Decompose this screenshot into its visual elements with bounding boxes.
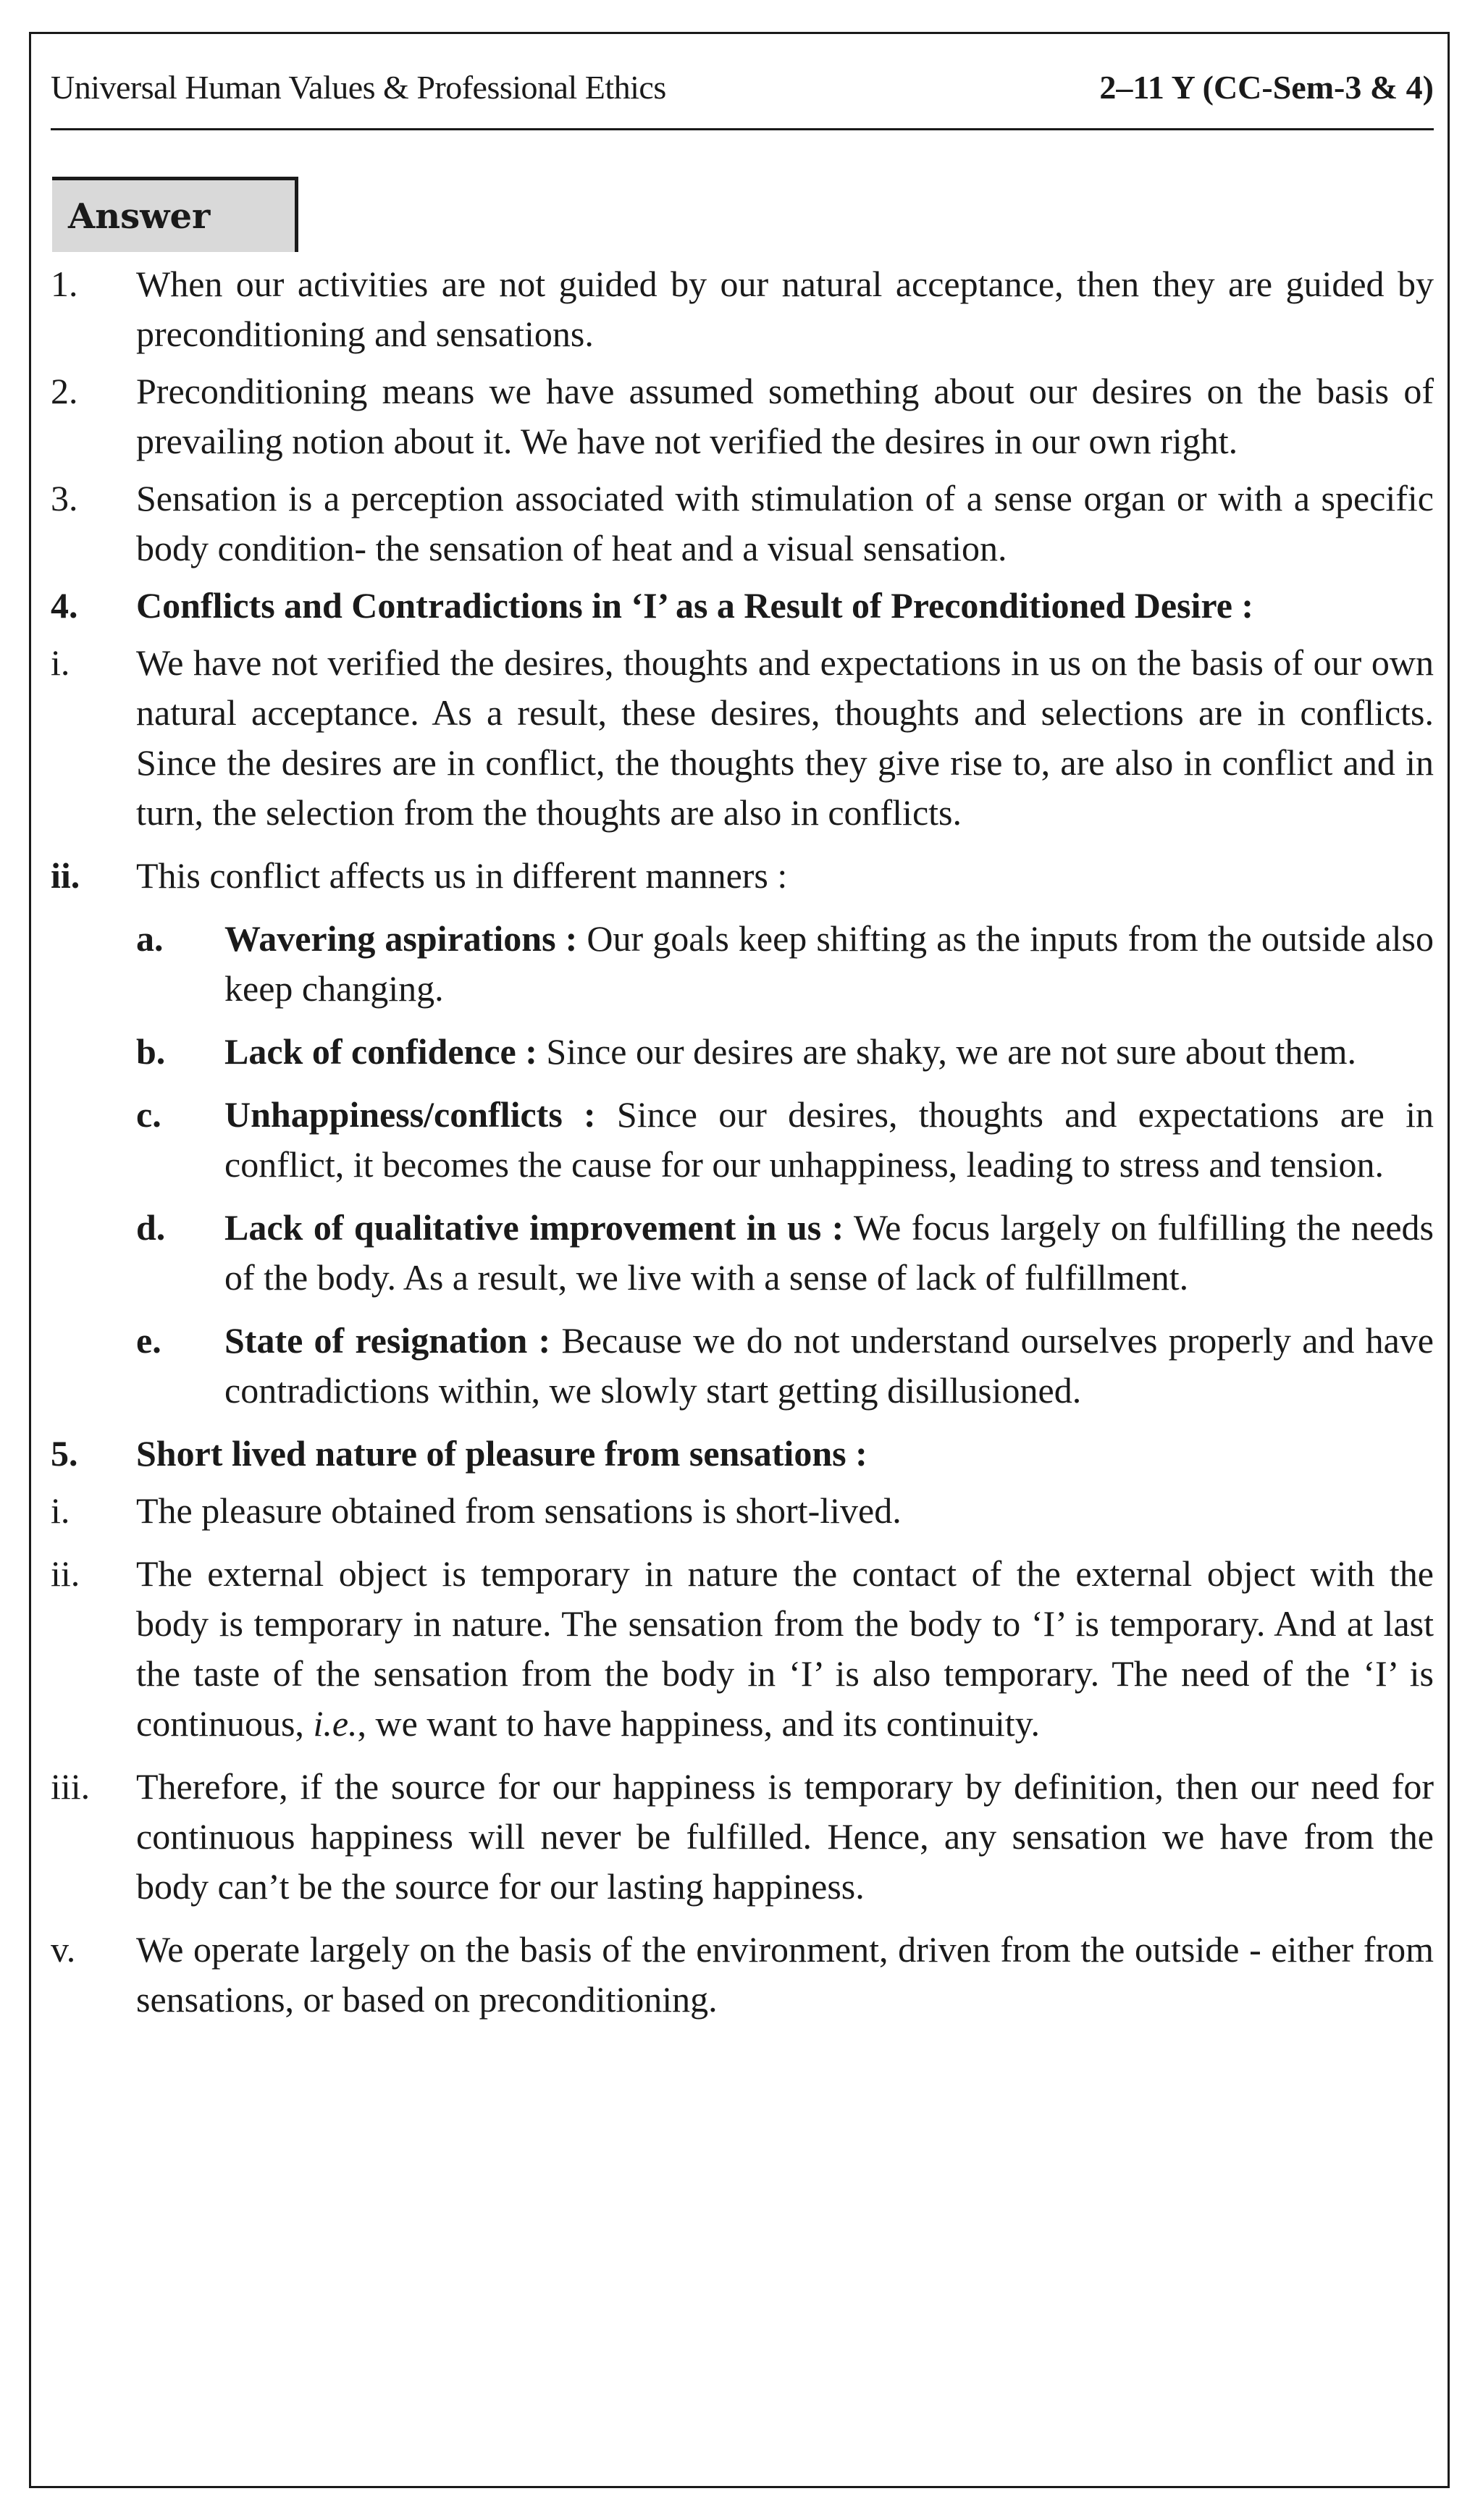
sub-letter: a. <box>136 918 164 959</box>
sub-title: Wavering aspirations : <box>224 918 578 959</box>
item-text: We operate largely on the basis of the environment, driven from the outside - either from sensations, or based on preconditioning. <box>136 1929 1434 2020</box>
item-number: 5. <box>51 1433 78 1474</box>
item-text: Therefore, if the source for our happiness is temporary by definition, then our need for continuous happiness will never be fulfilled. Hence, any sensation we have from the body can’t be the source for our lasting happiness. <box>136 1766 1434 1907</box>
item-text-italic: i.e. <box>313 1703 358 1744</box>
list-item <box>51 851 1434 901</box>
item-text: When our activities are not guided by our natural acceptance, then they are guided by preconditioning and sensations. <box>136 264 1434 354</box>
sub-item <box>51 1203 1434 1303</box>
item-text: , we want to have happiness, and its continuity. <box>357 1703 1040 1744</box>
list-item <box>51 1549 1434 1749</box>
item-number: 4. <box>51 585 78 626</box>
list-item <box>51 1486 1434 1536</box>
page-code: 2–11 Y (CC-Sem-3 & 4) <box>1099 69 1434 106</box>
item-number: i. <box>51 1490 70 1531</box>
item-text: Sensation is a perception associated with stimulation of a sense organ or with a specific body condition- the sensation of heat and a visual sensation. <box>136 478 1434 568</box>
sub-title: Lack of confidence : <box>224 1031 537 1072</box>
heading-text: Short lived nature of pleasure from sensations : <box>136 1433 867 1474</box>
item-number: iii. <box>51 1766 91 1807</box>
heading-text: Conflicts and Contradictions in ‘I’ as a Result of Preconditioned Desire : <box>136 585 1254 626</box>
item-number: ii. <box>51 855 80 896</box>
sub-item <box>51 1316 1434 1416</box>
page-header <box>51 64 1434 130</box>
sub-text: Our goals keep shifting as the inputs from the outside also keep changing. <box>224 918 1434 1009</box>
sub-title: Lack of qualitative improvement in us : <box>224 1207 844 1248</box>
sub-item <box>51 1027 1434 1077</box>
book-title: Universal Human Values & Professional Ethics <box>51 69 666 106</box>
list-item <box>51 1925 1434 2025</box>
list-item <box>51 638 1434 838</box>
item-text: The external object is temporary in nature the contact of the external object with the body is temporary in nature. The sensation from the body to ‘I’ is temporary. And at last the taste of the sensation from the body in ‘I’ is also temporary. The need of the ‘I’ is continuous, <box>136 1553 1434 1744</box>
item-number: ii. <box>51 1553 80 1594</box>
sub-text: Since our desires, thoughts and expectations are in conflict, it becomes the cause for our unhappiness, leading to stress and tension. <box>224 1094 1434 1185</box>
sub-title: State of resignation : <box>224 1320 551 1361</box>
sub-letter: b. <box>136 1031 166 1072</box>
item-text: This conflict affects us in different manners : <box>136 855 788 896</box>
list-item <box>51 259 1434 359</box>
sub-text: Because we do not understand ourselves properly and have contradictions within, we slowly start getting disillusioned. <box>224 1320 1434 1411</box>
item-text: Preconditioning means we have assumed something about our desires on the basis of prevailing notion about it. We have not verified the desires in our own right. <box>136 371 1434 461</box>
item-number: 1. <box>51 264 78 304</box>
sub-letter: e. <box>136 1320 161 1361</box>
sub-letter: d. <box>136 1207 166 1248</box>
answer-content <box>51 259 1434 2032</box>
sub-title: Unhappiness/conflicts : <box>224 1094 596 1135</box>
list-item <box>51 474 1434 574</box>
section-heading <box>51 581 1434 631</box>
answer-box <box>52 177 298 252</box>
item-text: We have not verified the desires, thoughts and expectations in us on the basis of our own natural acceptance. As a result, these desires, thoughts and selections are in conflicts. Since the desires are in conflict, the thoughts they give rise to, are also in conflict and in turn, the selection from the thoughts are also in conflicts. <box>136 642 1434 833</box>
sub-item <box>51 914 1434 1014</box>
sub-letter: c. <box>136 1094 161 1135</box>
sub-text: Since our desires are shaky, we are not sure about them. <box>537 1031 1356 1072</box>
list-item <box>51 366 1434 466</box>
sub-text: We focus largely on fulfilling the needs of the body. As a result, we live with a sense of lack of fulfillment. <box>224 1207 1434 1298</box>
item-text: The pleasure obtained from sensations is short-lived. <box>136 1490 902 1531</box>
sub-item <box>51 1090 1434 1190</box>
answer-label: Answer <box>68 196 211 237</box>
item-number: 2. <box>51 371 78 411</box>
section-heading <box>51 1429 1434 1479</box>
item-number: 3. <box>51 478 78 518</box>
item-number: v. <box>51 1929 76 1970</box>
list-item <box>51 1762 1434 1912</box>
item-number: i. <box>51 642 70 683</box>
